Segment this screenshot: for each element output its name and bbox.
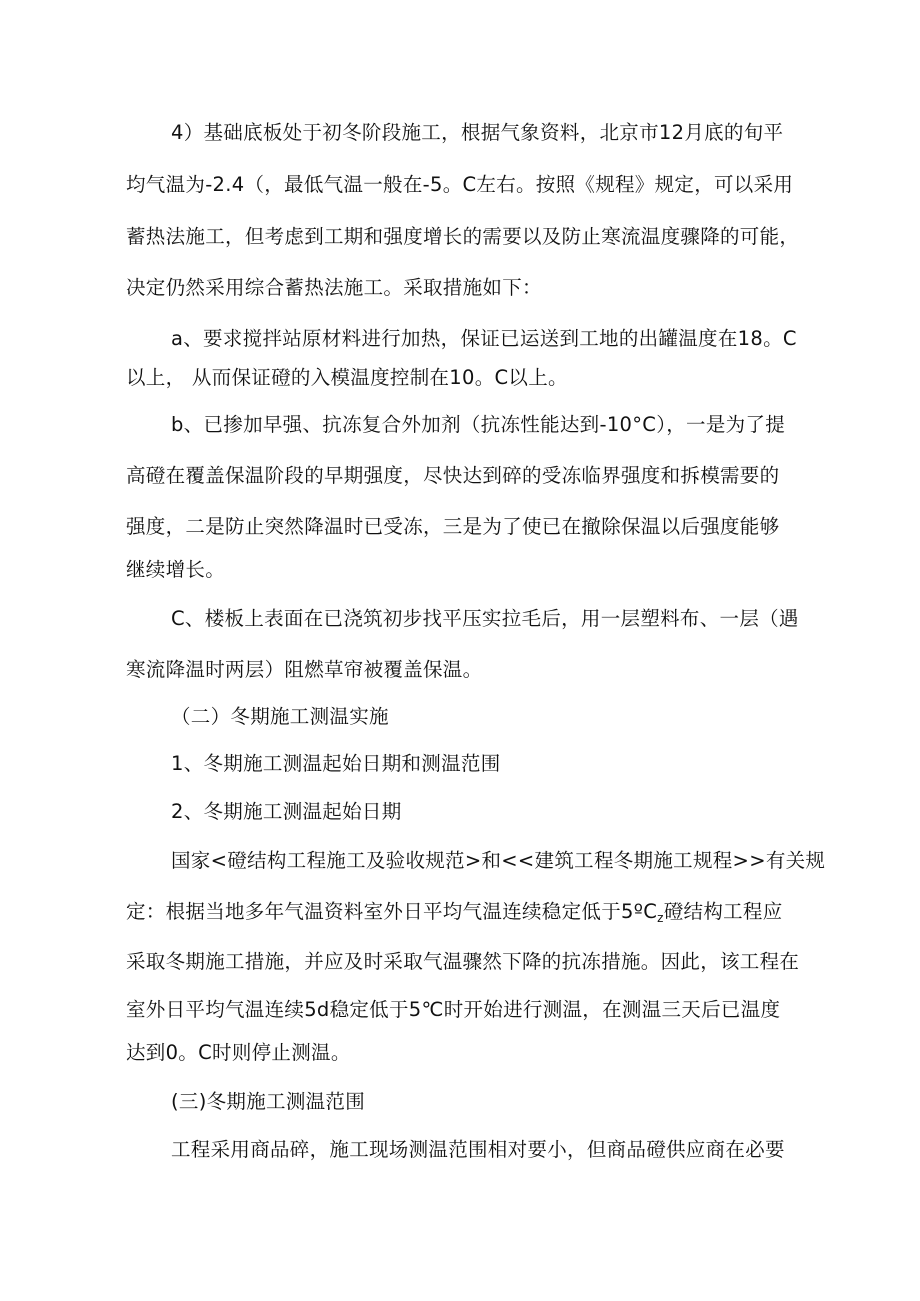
p3-line-4: 继续增长。 bbox=[126, 558, 226, 581]
p2-line-1: a、要求搅拌站原材料进行加热，保证已运送到工地的出罐温度在18。C bbox=[171, 327, 797, 350]
p5-line-5: 达到0。C时则停止测温。 bbox=[126, 1041, 351, 1064]
p1-line-2: 均气温为-2.4（，最低气温一般在-5。C左右。按照《规程》规定，可以采用 bbox=[126, 173, 794, 196]
p3-line-2: 高磴在覆盖保温阶段的早期强度，尽快达到碎的受冻临界强度和拆模需要的 bbox=[126, 464, 780, 487]
p3-line-1: b、已掺加早强、抗冻复合外加剂（抗冻性能达到-10°C），一是为了提 bbox=[171, 413, 786, 436]
section-heading-3: (三)冬期施工测温范围 bbox=[171, 1090, 366, 1113]
p5-line-4: 室外日平均气温连续5d稳定低于5℃时开始进行测温，在测温三天后已温度 bbox=[126, 998, 781, 1021]
p5-line-2-subscript: z bbox=[657, 911, 664, 925]
p5-line-3: 采取冬期施工措施，并应及时采取气温骤然下降的抗冻措施。因此，该工程在 bbox=[126, 950, 800, 973]
p5-line-1: 国家<磴结构工程施工及验收规范>和<<建筑工程冬期施工规程>>有关规 bbox=[171, 849, 826, 872]
list-item-1: 1、冬期施工测温起始日期和测温范围 bbox=[171, 752, 501, 775]
list-item-2: 2、冬期施工测温起始日期 bbox=[171, 800, 402, 823]
p5-line-2 bbox=[126, 900, 783, 930]
p4-line-1: C、楼板上表面在已浇筑初步找平压实拉毛后，用一层塑料布、一层（遇 bbox=[171, 607, 799, 630]
p2-line-2: 以上， 从而保证磴的入模温度控制在10。C以上。 bbox=[126, 366, 568, 389]
p1-line-1: 4）基础底板处于初冬阶段施工，根据气象资料，北京市12月底的旬平 bbox=[171, 121, 784, 144]
p4-line-2: 寒流降温时两层）阻燃草帘被覆盖保温。 bbox=[126, 658, 483, 681]
p1-line-3: 蓄热法施工，但考虑到工期和强度增长的需要以及防止寒流温度骤降的可能， bbox=[126, 225, 800, 248]
section-heading-2: （二）冬期施工测温实施 bbox=[171, 705, 389, 728]
p5-line-2-text-b: 磴结构工程应 bbox=[663, 900, 783, 923]
p1-line-4: 决定仍然采用综合蓄热法施工。采取措施如下： bbox=[126, 276, 542, 299]
p3-line-3: 强度，二是防止突然降温时已受冻，三是为了使已在撤除保温以后强度能够 bbox=[126, 515, 780, 538]
p5-line-2-text-a: 定：根据当地多年气温资料室外日平均气温连续稳定低于5ºC bbox=[126, 900, 658, 923]
p6-line-1: 工程采用商品碎，施工现场测温范围相对要小，但商品磴供应商在必要 bbox=[171, 1138, 785, 1161]
